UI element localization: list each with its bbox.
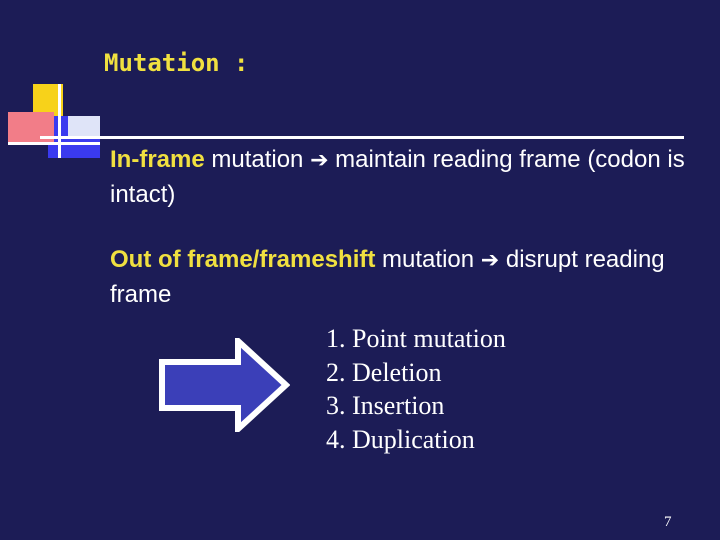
frameshift-bold-label: Out of frame/frameshift xyxy=(110,246,376,273)
inframe-text-2: maintain reading frame (codon is intact) xyxy=(110,146,685,208)
white-line-h xyxy=(8,142,100,145)
frameshift-text-1: mutation xyxy=(375,246,481,273)
mutation-types-list xyxy=(326,322,506,456)
right-arrow-icon: ➔ xyxy=(310,148,329,173)
list-item: 4. Duplication xyxy=(326,424,475,454)
inframe-bold-label: In-frame xyxy=(110,146,205,173)
title-rule xyxy=(40,136,684,139)
right-arrow-icon: ➔ xyxy=(480,248,500,273)
list-item: 3. Insertion xyxy=(326,391,445,420)
list-item: 2. Deletion xyxy=(326,357,442,387)
paragraph-frameshift xyxy=(110,243,690,312)
frameshift-text-2: disrupt reading frame xyxy=(110,246,665,308)
white-line-v xyxy=(58,84,61,158)
paragraph-inframe xyxy=(110,143,690,212)
inframe-text-1: mutation xyxy=(204,146,311,173)
list-item: 1. Point mutation xyxy=(326,324,506,353)
page-number: 7 xyxy=(664,514,672,530)
light-block xyxy=(68,116,100,136)
big-right-arrow-icon xyxy=(158,338,290,432)
decorative-blocks xyxy=(8,84,108,164)
slide-title: Mutation : xyxy=(104,49,249,77)
